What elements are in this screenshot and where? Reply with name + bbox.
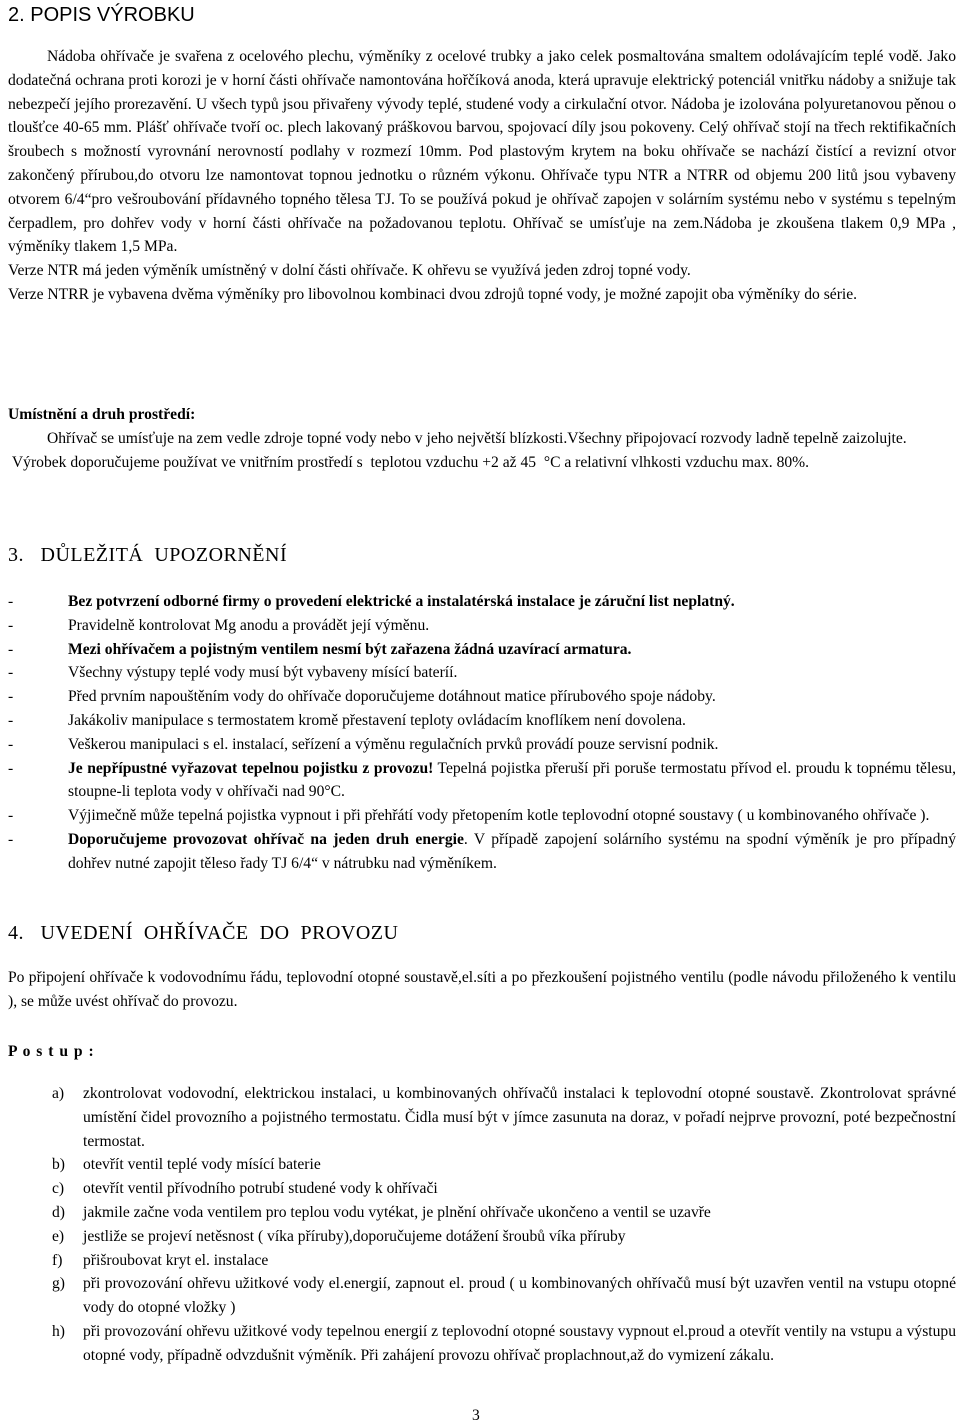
step-text: zkontrolovat vodovodní, elektrickou instalaci, u kombinovaných ohřívačů instalaci k teplovodní otopné soustavě. Zkontrolovat správné umístění čidel provozního a pojistného termostatu. Čidla musí být v jímce zasunuta na doraz, v pořadí nejprve provozní, poté bezpečnostní termostat.: [83, 1085, 956, 1150]
step-text: jakmile začne voda ventilem pro teplou vodu vytékat, je plnění ohřívače ukončeno a ventil se uzavře: [83, 1203, 711, 1221]
section2-title: 2. POPIS VÝROBKU: [8, 4, 195, 26]
warning-text: Výjimečně může tepelná pojistka vypnout i při přehřátí vody přetopením kotle teplovodní otopné soustavy ( u kombinovaného ohřívače ).: [68, 807, 930, 825]
step-marker: g): [52, 1275, 65, 1293]
warning-text: Před prvním napouštěním vody do ohřívače doporučujeme dotáhnout matice přírubového spoje nádoby.: [68, 688, 716, 706]
warning-item: [8, 757, 956, 805]
step-item: [8, 1249, 956, 1273]
warnings-list-wrap: [8, 590, 956, 876]
postup-heading: P o s t u p :: [8, 1043, 95, 1060]
section3-title-wrap: [8, 544, 956, 567]
placement-section: [8, 403, 956, 474]
step-text: otevřít ventil teplé vody mísící baterie: [83, 1156, 321, 1174]
warning-item: [8, 661, 956, 685]
step-text: při provozování ohřevu užitkové vody el.energií, zapnout el. proud ( u kombinovaných ohřívačů musí být uzavřen ventil na vstupu otopné vody do otopné vložky ): [83, 1275, 956, 1317]
warning-item: [8, 685, 956, 709]
step-item: [8, 1082, 956, 1153]
warning-bold-text: Bez potvrzení odborné firmy o provedení elektrické a instalatérská instalace je záruční list neplatný.: [68, 593, 735, 610]
warning-text: Všechny výstupy teplé vody musí být vybaveny mísící bateríí.: [68, 664, 458, 682]
steps-list: [8, 1082, 956, 1368]
warning-item: [8, 733, 956, 757]
ntr-paragraph: Verze NTR má jeden výměník umístněný v dolní části ohřívače. K ohřevu se využívá jeden zdroj topné vody.: [8, 262, 691, 280]
list-marker: -: [8, 711, 14, 729]
warning-bold-text: Doporučujeme provozovat ohřívač na jeden druh energie: [68, 830, 464, 848]
list-marker: -: [8, 640, 14, 658]
step-marker: a): [52, 1085, 65, 1102]
step-marker: e): [52, 1227, 65, 1245]
steps-list-wrap: [8, 1082, 956, 1368]
step-marker: c): [52, 1180, 65, 1198]
list-marker: -: [8, 807, 14, 825]
list-marker: -: [8, 830, 14, 848]
warning-text: Veškerou manipulaci s el. instalací, seřízení a výměnu regulačních prvků provádí pouze servisní podnik.: [68, 735, 719, 753]
warning-text: Pravidelně kontrolovat Mg anodu a provádět její výměnu.: [68, 616, 430, 634]
step-item: [8, 1177, 956, 1201]
warning-item: [8, 614, 956, 638]
warning-text: Tepelná pojistka přeruší při poruše termostatu přívod el. proudu k topnému tělesu, stoupne-li teplota vody v ohřívači nad 90°C.: [68, 759, 956, 801]
step-text: jestliže se projeví netěsnost ( víka příruby),doporučujeme dotážení šroubů víka příruby: [83, 1227, 626, 1245]
warning-item: [8, 709, 956, 733]
warning-bold-text: Je nepřípustné vyřazovat tepelnou pojistku z provozu!: [68, 759, 434, 777]
list-marker: -: [8, 664, 14, 682]
step-item: [8, 1272, 956, 1320]
placement-heading: Umístnění a druh prostředí:: [8, 406, 196, 423]
list-marker: -: [8, 759, 14, 777]
step-marker: b): [52, 1156, 65, 1174]
warning-item: [8, 804, 956, 828]
placement-paragraph-1: Ohřívač se umísťuje na zem vedle zdroje topné vody nebo v jeho největší blízkosti.Všechny připojovací rozvody ladně tepelně zaizolujte.: [8, 429, 907, 447]
step-item: [8, 1153, 956, 1177]
list-marker: -: [8, 688, 14, 706]
section3-title: 3. DŮLEŽITÁ UPOZORNĚNÍ: [8, 544, 288, 566]
warning-item: [8, 590, 956, 614]
step-item: [8, 1320, 956, 1368]
warning-text: Jakákoliv manipulace s termostatem kromě přestavení teploty ovládacím knoflíkem není dovolena.: [68, 711, 686, 729]
warning-bold-text: Mezi ohřívačem a pojistným ventilem nesmí být zařazena žádná uzavírací armatura.: [68, 640, 632, 658]
postup-heading-wrap: [8, 1040, 956, 1064]
step-item: [8, 1201, 956, 1225]
step-text: při provozování ohřevu užitkové vody tepelnou energií z teplovodní otopné soustavy vypnout el.proud a otevřít ventily na vstupu a výstupu otopné vody, případně odvzdušnit výměník. Při zahájení provozu ohřívač proplachnout,až do vymizení zákalu.: [83, 1322, 956, 1364]
ntrr-paragraph: Verze NTRR je vybavena dvěma výměníky pro libovolnou kombinaci dvou zdrojů topné vody, je možné zapojit oba výměníky do série.: [8, 285, 858, 303]
list-marker: -: [8, 735, 14, 753]
step-item: [8, 1225, 956, 1249]
step-text: přišroubovat kryt el. instalace: [83, 1251, 269, 1269]
section4-title-wrap: [8, 922, 956, 945]
warnings-list: [8, 590, 956, 876]
step-marker: h): [52, 1322, 65, 1340]
step-marker: d): [52, 1203, 65, 1221]
warning-item: [8, 638, 956, 662]
intro-paragraph: Nádoba ohřívače je svařena z ocelového plechu, výměníky z ocelové trubky a jako celek posmaltována smaltem odolávajícím teplé vodě. Jako dodatečná ochrana proti korozi je v horní části ohřívače namontována hořčíková anoda, která upravuje elektrický potenciál vnitřku nádoby a snižuje tak nebezpečí jejího prorezavění. U všech typů jsou přivařeny vývody teplé, studené vody a cirkulační otvor. Nádoba je izolována polyuretanovou pěnou o tloušťce 40-65 mm. Plášť ohřívače tvoří oc. plech lakovaný práškovou barvou, spojovací díly jsou pokoveny. Celý ohřívač stojí na třech rektifikačních šroubech s možností vyrovnání nerovností podlahy v rozmezí 10mm. Pod plastovým krytem na boku ohřívače se nachází čistící a revizní otvor zakončený přírubou,do otvoru lze namontovat topnou jednotku o různém výkonu. Ohřívače typu NTR a NTRR od objemu 200 litů jsou vybaveny otvorem 6/4“pro vešroubování přídavného topného tělesa TJ. To se používá pokud je ohřívač zapojen v solárním systému nebo v systému s tepelným čerpadlem, pro dohřev vody v horní části ohřívače na požadovanou teplotu. Ohřívač se umísťuje na zem.Nádoba je zkoušena tlakem 0,9 MPa , výměníky tlakem 1,5 MPa.: [8, 48, 960, 256]
section2-intro: [8, 45, 960, 307]
placement-paragraph-2: Výrobek doporučujeme používat ve vnitřním prostředí s teplotou vzduchu +2 až 45 °C a relativní vlhkosti vzduchu max. 80%.: [8, 453, 810, 471]
list-marker: -: [8, 616, 14, 634]
step-text: otevřít ventil přívodního potrubí studené vody k ohřívači: [83, 1180, 438, 1198]
page-number: 3: [472, 1407, 480, 1424]
section4-title: 4. UVEDENÍ OHŘÍVAČE DO PROVOZU: [8, 922, 399, 944]
section4-intro: Po připojení ohřívače k vodovodnímu řádu, teplovodní otopné soustavě,el.síti a po přezkoušení pojistného ventilu (podle návodu přiloženého k ventilu ), se může uvést ohřívač do provozu.: [8, 969, 956, 1010]
list-marker: -: [8, 593, 14, 610]
warning-item: [8, 828, 956, 876]
section4-intro-wrap: [8, 966, 956, 1014]
warning-text: . V případě zapojení solárního systému na spodní výměník je pro případný dohřev nutné zapojit těleso řady TJ 6/4“ v nátrubku nad výměníkem.: [68, 830, 956, 872]
step-marker: f): [52, 1251, 63, 1269]
